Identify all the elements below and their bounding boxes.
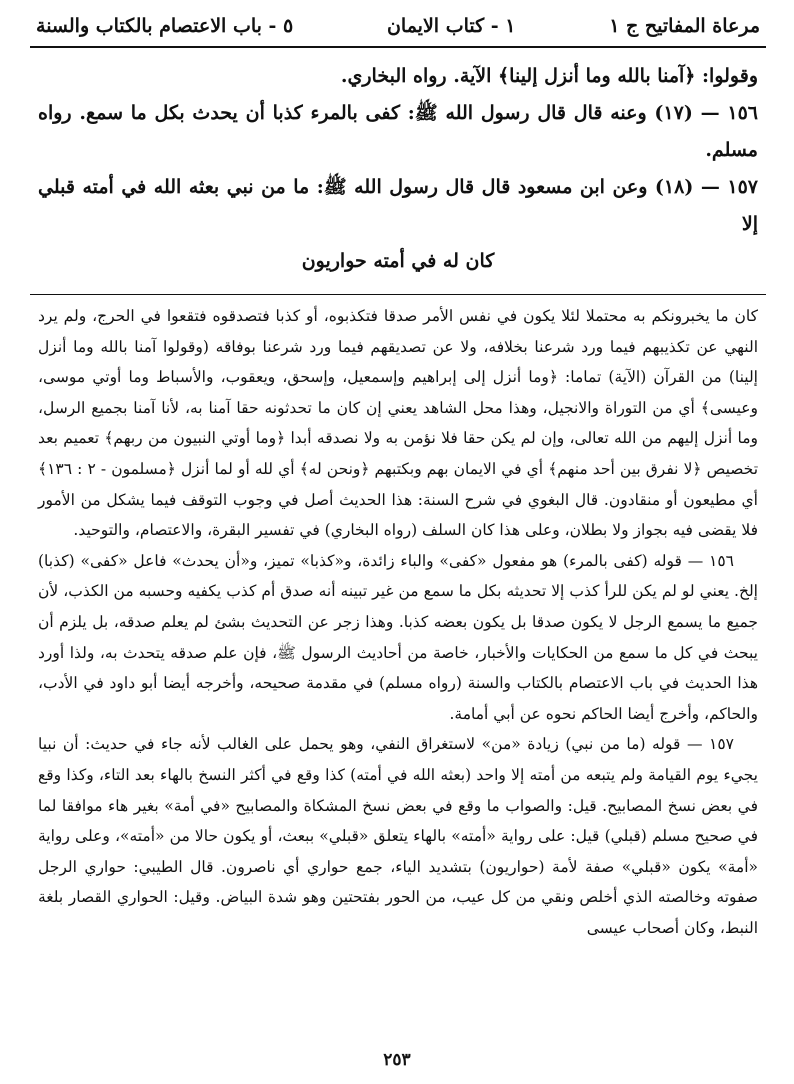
section-divider — [30, 294, 766, 295]
hadith-text — [30, 58, 766, 280]
hadith-line-1: وقولوا: ﴿آمنا بالله وما أنزل إلينا﴾ الآية. رواه البخاري. — [340, 65, 758, 87]
commentary-paragraph-2: ١٥٦ — قوله (كفى بالمرء) هو مفعول «كفى» والباء زائدة، و«كذبا» تميز، و«أن يحدث» فاعل «كفى» (كذبا) إلخ. يعني لو لم يكن للرأ كذب إلا تحديثه بكل ما سمع من غير تبينه أنه صدق أم كذب يكفيه وحسبه من الكذب، لأن جميع ما يسمع الرجل لا يكون صدقا بل يكون بعضه كذبا. وهذا زجر عن التحديث بشئ لم يعلم صدقه، بل يلزم أن يبحث في كل ما سمع من الحكايات والأخبار، خاصة من أحاديث الرسول ﷺ، فإن علم صدقه يتحدث به، ولذا أورد هذا الحديث في باب الاعتصام بالكتاب والسنة (رواه مسلم) في مقدمة صحيحه، وأخرجه أيضا أبو داود في الأدب، والحاكم، وأخرج أيضا الحاكم نحوه عن أبي أمامة. — [38, 551, 758, 723]
hadith-line-2: ١٥٦ — (١٧) وعنه قال قال رسول الله ﷺ: كفى بالمرء كذبا أن يحدث بكل ما سمع. رواه مسلم. — [38, 102, 758, 161]
running-header — [30, 8, 766, 48]
commentary-paragraph-3: ١٥٧ — قوله (ما من نبي) زيادة «من» لاستغراق النفي، وهو يحمل على الغالب لأنه جاء في حديث: أن نبيا يجيء يوم القيامة ولم يتبعه من أمته إلا واحد (بعثه الله في أمته) كذا وقع في أكثر النسخ بالهاء بعد التاء، وكذا وقع في بعض نسخ المصابيح. قيل: والصواب ما وقع في بعض نسخ المشكاة والمصابيح «في أمة» بغير هاء موافقا لما في صحيح مسلم (قبلي) قيل: على رواية «أمته» بالهاء يتعلق «قبلي» ببعث، أو يكون حالا من «أمته»، وعلى رواية «أمة» يكون «قبلي» صفة لأمة (حواريون) بتشديد الياء، جمع حواري أي ناصرون. قال الطيبي: حواري الرجل صفوته وخالصته الذي أخلص ونقي من كل عيب، من الحور بفتحتين وهو شدة البياض. وقيل: الحواري القصار بلغة النبط، وكان أصحاب عيسى — [38, 735, 758, 937]
commentary-paragraph-1: كان ما يخبرونكم به محتملا لئلا يكون في نفس الأمر صدقا فتكذبوه، أو كذبا فتصدقوه فتقعوا في الحرج، ولم يرد النهي عن تكذيبهم فيما ورد شرعنا بخلافه، ولا عن تصديقهم فيما ورد شرعنا بوفاقه (وقولوا آمنا بالله وما أنزل إلينا) من القرآن (الآية) تماما: ﴿وما أنزل إلى إبراهيم وإسمعيل، وإسحق، ويعقوب، والأسباط وما أوتي موسى، وعيسى﴾ أي من التوراة والانجيل، وهذا محل الشاهد يعني إن كان ما تحدثونه حقا آمنا به، لأنا آمنا بجميع الرسل، وما أنزل إليهم من الله تعالى، وإن لم يكن حقا فلا نؤمن به ولا نصدقه أبدا ﴿وما أوتي النبيون من ربهم﴾ تعميم بعد تخصيص ﴿لا نفرق بين أحد منهم﴾ أي في الايمان بهم وبكتبهم ﴿ونحن له﴾ أي لله أو لما أنزل ﴿مسلمون - ٢ : ١٣٦﴾ أي مطيعون أو منقادون. قال البغوي في شرح السنة: هذا الحديث أصل في وجوب التوقف فيما يشكل من الأمور فلا يقضى فيه بجواز ولا بطلان، وعلى هذا كان السلف (رواه البخاري) في تفسير البقرة، والاعتصام، والتوحيد. — [38, 307, 759, 540]
header-book-volume: مرعاة المفاتيح ج ١ — [609, 15, 760, 37]
commentary-text — [30, 301, 766, 943]
hadith-line-3: ١٥٧ — (١٨) وعن ابن مسعود قال قال رسول الله ﷺ: ما من نبي بعثه الله في أمته قبلي إلا — [38, 176, 758, 235]
page-number: ٢٥٣ — [383, 1050, 411, 1070]
header-section: ٥ - باب الاعتصام بالكتاب والسنة — [36, 15, 294, 37]
hadith-line-4: كان له في أمته حواريون — [301, 250, 495, 272]
header-chapter: ١ - كتاب الايمان — [386, 15, 516, 37]
